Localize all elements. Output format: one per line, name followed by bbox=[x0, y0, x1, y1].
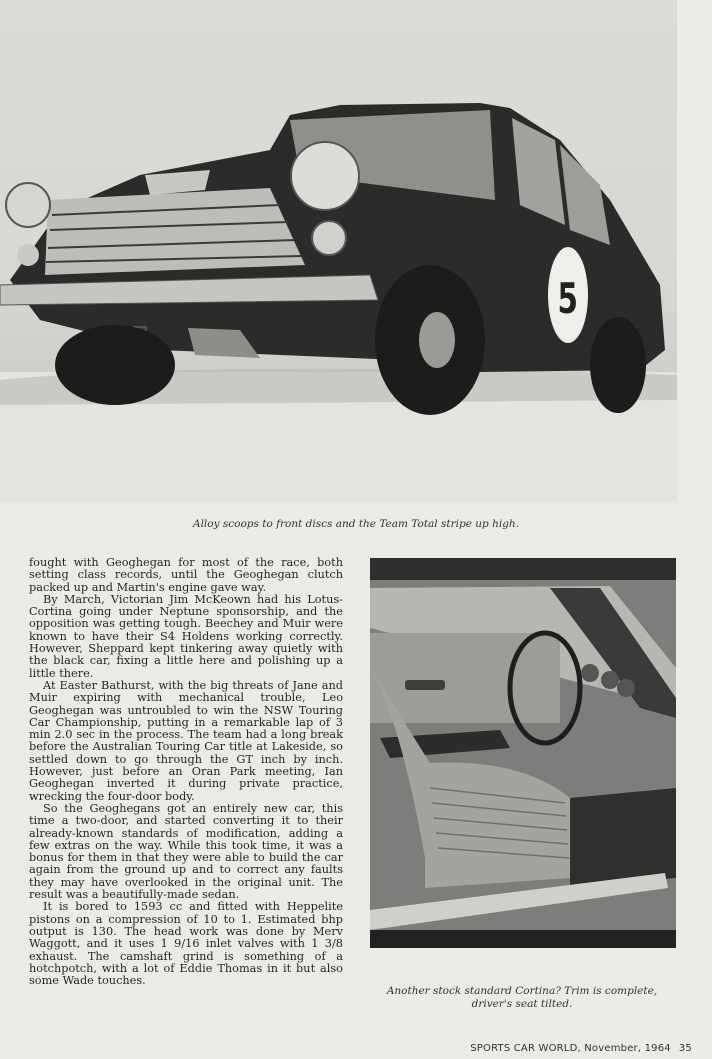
interior-photo bbox=[370, 558, 676, 948]
interior-photo-caption: Another stock standard Cortina? Trim is complete, driver's seat tilted. bbox=[386, 985, 658, 1010]
article-paragraph: So the Geoghegans got an entirely new car, this time a two-door, and started converting it to their already-known standards of modification, adding a few extras on the way. While this took time, it was a bonus for them in that they were able to build the car again from the ground up and to correct any faults they may have overlooked in the original unit. The result was a beautifully-made sedan. bbox=[29, 801, 343, 902]
article-paragraph: It is bored to 1593 cc and fitted with Heppelite pistons on a compression of 10 to 1. Estimated bhp output is 130. The head work was done by Merv Waggott, and it uses 1 9/16 inlet valves with 1 3/8 exhaust. The camshaft grind is something of a hotchpotch, with a lot of Eddie Thomas in it but also some Wade touches. bbox=[29, 900, 343, 988]
page-number: 35 bbox=[678, 1043, 692, 1054]
publication-info: SPORTS CAR WORLD, November, 1964 bbox=[470, 1043, 671, 1054]
article-paragraph: fought with Geoghegan for most of the race, both setting class records, until the Geoghegan clutch packed up and Martin's engine gave way. bbox=[29, 556, 343, 594]
article-paragraph: At Easter Bathurst, with the big threats of Jane and Muir expiring with mechanical trouble, Leo Geoghegan was untroubled to win the NSW Touring Car Championship, putting in a remarkable lap of 3 min 2.0 sec in the process. The team had a long break before the Australian Touring Car title at Lakeside, so settled down to go through the GT inch by inch. However, just before an Oran Park meeting, Ian Geoghegan inverted it during private practice, wrecking the four-door body. bbox=[29, 678, 343, 803]
car-front-photo bbox=[0, 0, 677, 502]
page-footer bbox=[470, 1043, 692, 1054]
top-photo-caption: Alloy scoops to front discs and the Team Total stripe up high. bbox=[192, 518, 520, 530]
car-illustration bbox=[0, 0, 677, 502]
race-number: 5 bbox=[557, 273, 578, 324]
article-body bbox=[29, 557, 343, 987]
interior-illustration bbox=[370, 558, 676, 948]
article-paragraph: By March, Victorian Jim McKeown had his Lotus-Cortina going under Neptune sponsorship, and the opposition was getting tough. Beechey and Muir were known to have their S4 Holdens working correctly. However, Sheppard kept tinkering away quietly with the black car, fixing a little here and polishing up a little there. bbox=[29, 592, 343, 680]
page-margin bbox=[677, 0, 712, 502]
